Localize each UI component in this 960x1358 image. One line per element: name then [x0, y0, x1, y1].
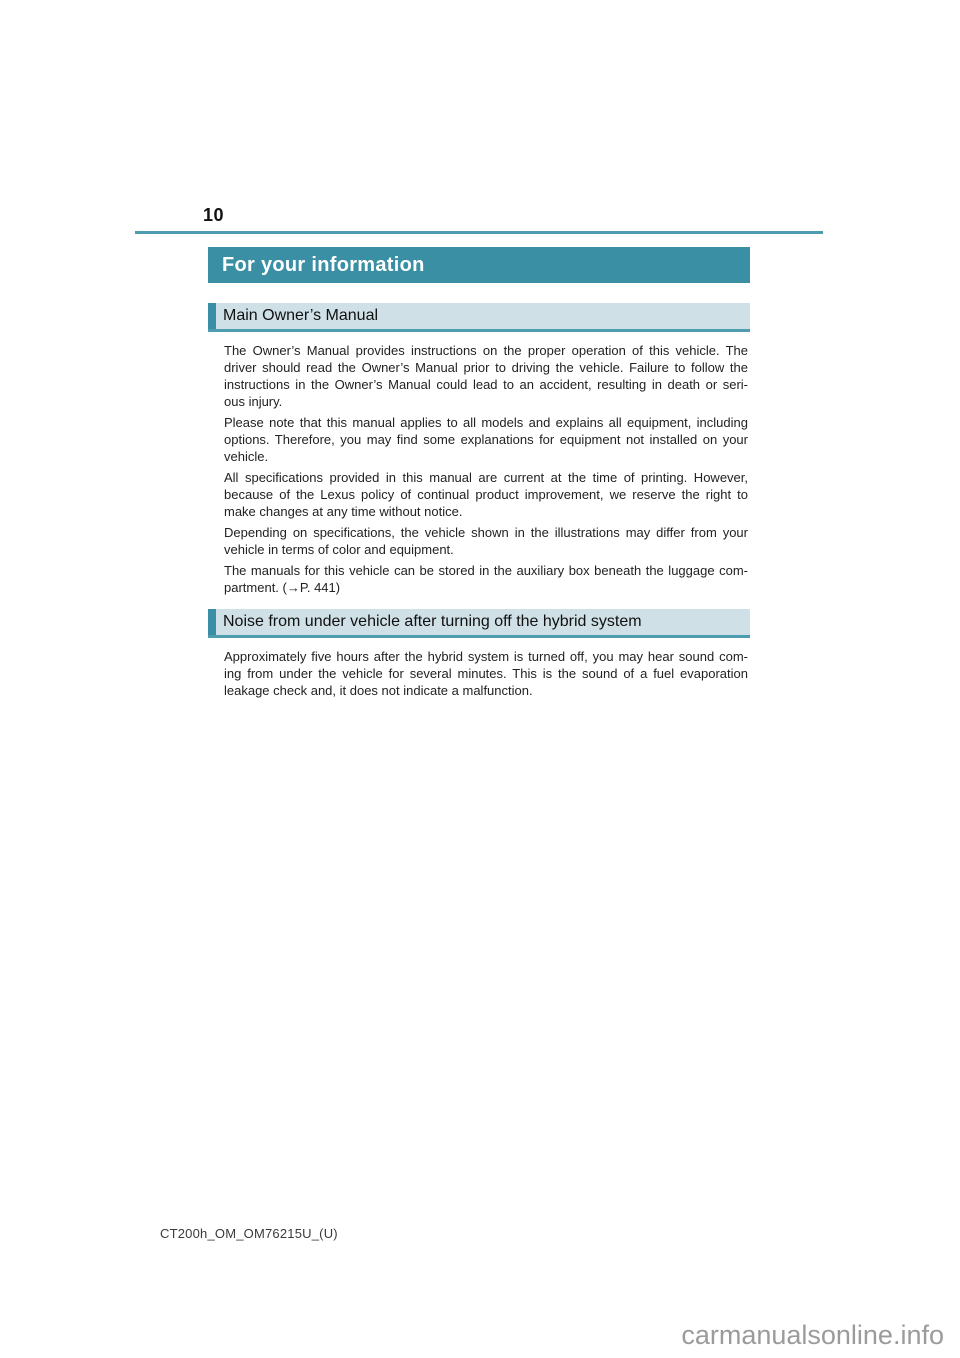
text-line: driver should read the Owner’s Manual prior to driving the vehicle. Failure to follow the — [224, 360, 748, 375]
paragraph — [224, 342, 748, 410]
text-line: options. Therefore, you may find some explanations for equipment not installed on your — [224, 432, 748, 447]
paragraph — [224, 648, 748, 699]
heading-accent-bar — [208, 303, 216, 329]
watermark: carmanualsonline.info — [681, 1320, 944, 1350]
text-line: ous injury. — [224, 394, 283, 409]
text-line: vehicle. — [224, 449, 269, 464]
page-number: 10 — [203, 205, 225, 225]
text-line: because of the Lexus policy of continual product improvement, we reserve the right to — [224, 487, 748, 502]
text-line: Please note that this manual applies to all models and explains all equipment, including — [224, 415, 748, 430]
section-heading-text: Main Owner’s Manual — [223, 307, 379, 324]
text-line: make changes at any time without notice. — [224, 504, 463, 519]
text-line: Depending on specifications, the vehicle shown in the illustrations may differ from your — [224, 525, 748, 540]
section-heading-noise-from-under-vehicle — [208, 609, 750, 638]
text-line: partment. (→P. 441) — [224, 580, 341, 595]
section-body — [224, 342, 748, 596]
section-gap — [208, 600, 750, 609]
paragraph — [224, 524, 748, 558]
text-line: All specifications provided in this manual are current at the time of printing. However, — [224, 470, 748, 485]
text-line: Approximately five hours after the hybrid system is turned off, you may hear sound com- — [224, 649, 748, 664]
text-line: vehicle in terms of color and equipment. — [224, 542, 454, 557]
document-code: CT200h_OM_OM76215U_(U) — [160, 1226, 338, 1241]
heading-accent-bar — [208, 609, 216, 635]
paragraph — [224, 414, 748, 465]
header-rule — [135, 231, 823, 234]
text-line: ing from under the vehicle for several minutes. This is the sound of a fuel evaporation — [224, 666, 748, 681]
section-heading-main-owners-manual — [208, 303, 750, 332]
text-line: leakage check and, it does not indicate a malfunction. — [224, 683, 533, 698]
chapter-title-bar — [208, 247, 750, 283]
text-line: The manuals for this vehicle can be stored in the auxiliary box beneath the luggage com- — [224, 563, 748, 578]
section-body — [224, 648, 748, 699]
paragraph — [224, 469, 748, 520]
page-content — [208, 303, 750, 703]
text-line: The Owner’s Manual provides instructions on the proper operation of this vehicle. The — [224, 343, 748, 358]
text-line: instructions in the Owner’s Manual could lead to an accident, resulting in death or seri- — [224, 377, 748, 392]
paragraph — [224, 562, 748, 596]
section-heading-text: Noise from under vehicle after turning off the hybrid system — [223, 613, 642, 630]
chapter-title: For your information — [222, 253, 425, 276]
